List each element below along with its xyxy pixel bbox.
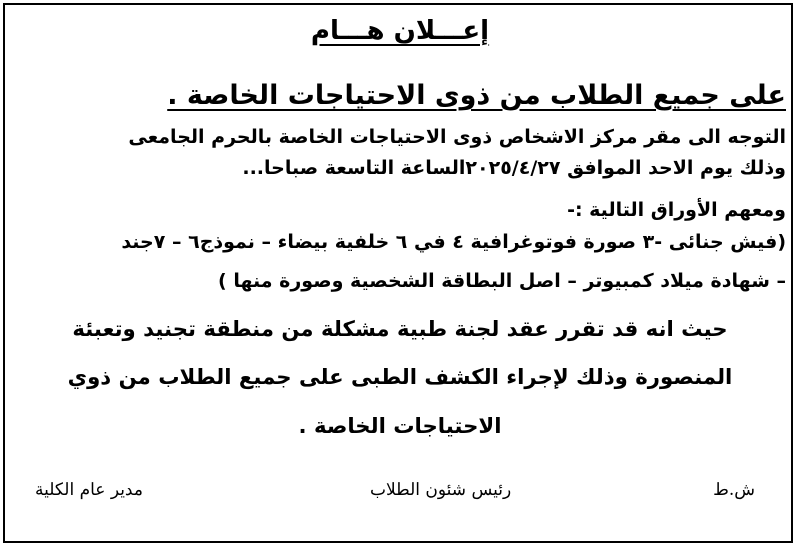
signature-college-director: مدير عام الكلية xyxy=(35,480,143,500)
body-line-1: التوجه الى مقر مركز الاشخاص ذوى الاحتياجات الخاصة بالحرم الجامعى xyxy=(128,126,786,148)
body-line-7: المنصورة وذلك لإجراء الكشف الطبى على جميع الطلاب من ذوي xyxy=(67,365,733,390)
body-line-8: الاحتياجات الخاصة . xyxy=(298,414,502,439)
notice-subtitle: على جميع الطلاب من ذوى الاحتياجات الخاصة . xyxy=(167,80,786,111)
notice-title: إعـــلان هـــام xyxy=(310,16,490,46)
body-line-6: حيث انه قد تقرر عقد لجنة طبية مشكلة من منطقة تجنيد وتعبئة xyxy=(72,317,728,342)
signature-student-affairs-head: رئيس شئون الطلاب xyxy=(370,480,512,500)
body-line-3: ومعهم الأوراق التالية :- xyxy=(567,199,786,221)
body-line-4: (فيش جنائى -٣ صورة فوتوغرافية ٤ في ٦ خلفية بيضاء – نموذج٦ – ٧جند xyxy=(121,231,786,253)
body-line-2: وذلك يوم الاحد الموافق ٢٠٢٥/٤/٢٧الساعة التاسعة صباحا... xyxy=(242,157,786,179)
body-line-5: – شهادة ميلاد كمبيوتر – اصل البطاقة الشخصية وصورة منها ) xyxy=(218,270,786,292)
signature-right: ش.ط xyxy=(713,480,755,500)
